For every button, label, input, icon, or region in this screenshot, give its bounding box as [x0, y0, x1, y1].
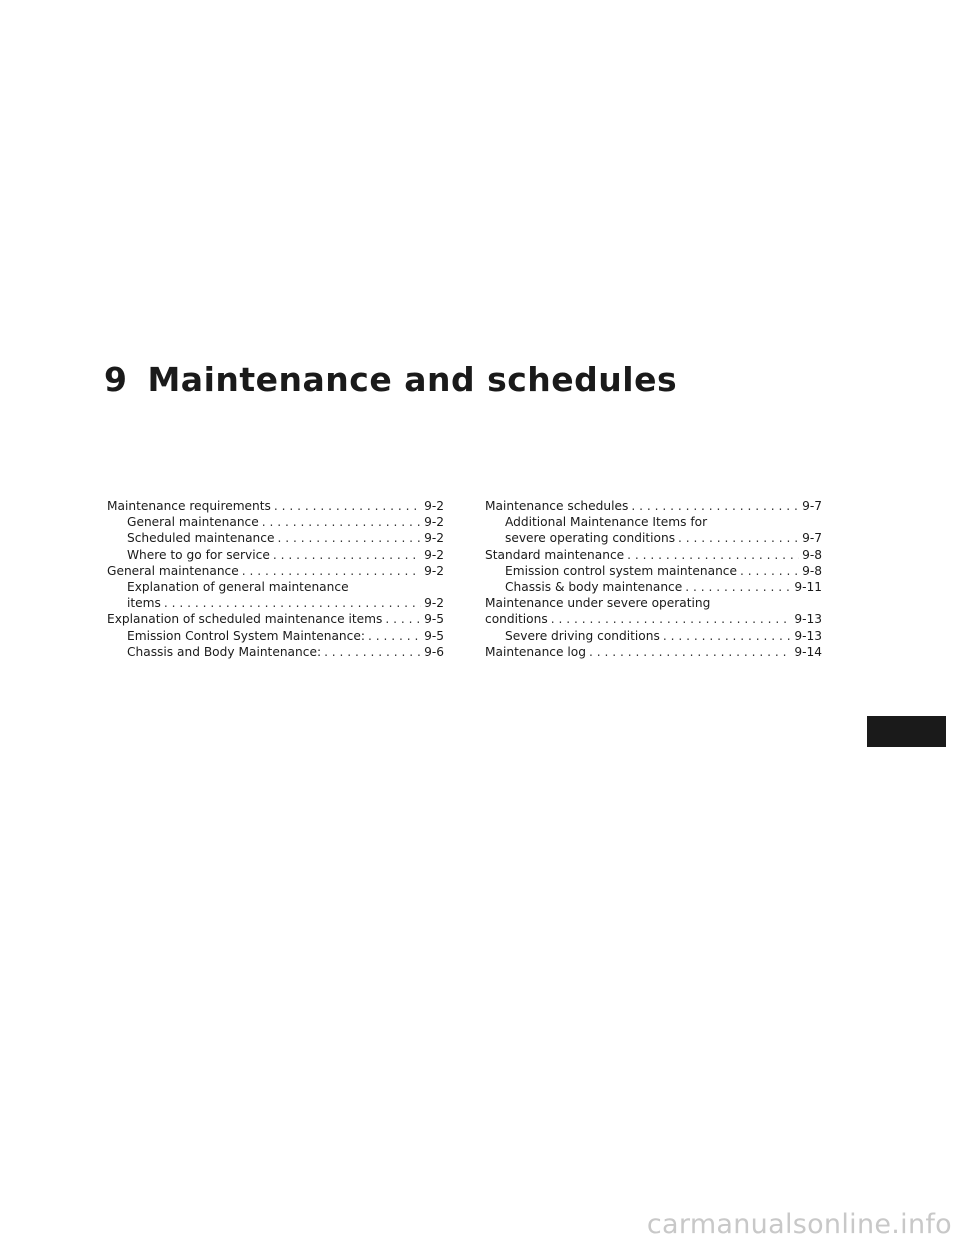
chapter-tab-marker — [867, 716, 946, 747]
toc-entry-page-number: 9-6 — [424, 644, 444, 659]
dot-leader — [385, 611, 421, 627]
dot-leader — [242, 563, 421, 579]
toc-entry-label: Emission control system maintenance — [505, 563, 737, 578]
toc-entry-label-line1: Maintenance under severe operating — [485, 596, 711, 611]
watermark-text: carmanualsonline.info — [646, 1209, 952, 1240]
toc-entry-label: Severe driving conditions — [505, 628, 660, 643]
toc-entry-page-number: 9-14 — [794, 644, 822, 659]
dot-leader — [678, 530, 799, 546]
toc-entry-page-number: 9-2 — [424, 563, 444, 578]
toc-entry[interactable] — [485, 498, 822, 514]
dot-leader — [262, 514, 421, 530]
toc-entry-page-number: 9-2 — [424, 515, 444, 530]
chapter-title-text: Maintenance and schedules — [147, 360, 678, 399]
dot-leader — [685, 579, 791, 595]
toc-entry[interactable] — [485, 579, 822, 595]
toc-entry-page-number: 9-7 — [802, 499, 822, 513]
toc-entry-page-number: 9-8 — [802, 563, 822, 578]
toc-entry-page-number: 9-11 — [794, 579, 822, 594]
toc-entry-label: Chassis and Body Maintenance: — [127, 644, 322, 659]
toc-entry-page-number: 9-2 — [424, 499, 444, 513]
toc-entry-label: Chassis & body maintenance — [505, 579, 683, 594]
chapter-number: 9 — [104, 360, 128, 399]
toc-entry-label: General maintenance — [107, 563, 239, 578]
toc-entry[interactable] — [107, 579, 444, 611]
toc-entry-page-number: 9-2 — [424, 547, 444, 562]
toc-entry-page-number: 9-13 — [794, 612, 822, 627]
toc-entry[interactable] — [107, 547, 444, 563]
dot-leader — [368, 628, 421, 644]
dot-leader — [324, 644, 421, 660]
dot-leader — [273, 547, 421, 563]
toc-entry[interactable] — [107, 498, 444, 514]
toc-entry[interactable] — [485, 514, 822, 546]
dot-leader — [274, 498, 421, 514]
dot-leader — [551, 611, 792, 627]
toc-entry-label: Maintenance requirements — [107, 499, 271, 513]
toc-entry-label: items — [127, 596, 161, 611]
toc-entry-label: Emission Control System Maintenance: — [127, 628, 365, 643]
toc-entry[interactable] — [485, 644, 822, 660]
toc-entry[interactable] — [107, 563, 444, 579]
toc-entry-page-number: 9-7 — [802, 531, 822, 546]
dot-leader — [740, 563, 799, 579]
toc-entry[interactable] — [485, 547, 822, 563]
toc-entry[interactable] — [485, 628, 822, 644]
toc-entry[interactable] — [107, 644, 444, 660]
toc-entry-page-number: 9-5 — [424, 628, 444, 643]
dot-leader — [277, 530, 421, 546]
toc-entry-label-line1: Explanation of general maintenance — [127, 579, 349, 594]
toc-entry-page-number: 9-5 — [424, 612, 444, 627]
toc-entry-label: Where to go for service — [127, 547, 270, 562]
toc-entry-label: General maintenance — [127, 515, 259, 530]
toc-entry-label: Maintenance log — [485, 644, 586, 659]
dot-leader — [164, 595, 421, 611]
toc-entry-page-number: 9-2 — [424, 596, 444, 611]
chapter-title — [104, 360, 677, 399]
toc-entry[interactable] — [485, 595, 822, 627]
toc-entry-label: Scheduled maintenance — [127, 531, 275, 546]
toc-entry-page-number: 9-13 — [794, 628, 822, 643]
toc-entry[interactable] — [107, 530, 444, 546]
toc-entry-label-line1: Additional Maintenance Items for — [505, 515, 708, 530]
toc-entry[interactable] — [485, 563, 822, 579]
toc-entry-label: Maintenance schedules — [485, 499, 629, 513]
toc-entry-label: conditions — [485, 612, 548, 627]
toc-column-right — [485, 498, 822, 660]
dot-leader — [663, 628, 792, 644]
toc-entry-label: Standard maintenance — [485, 547, 625, 562]
toc-entry-page-number: 9-8 — [802, 547, 822, 562]
toc-entry[interactable] — [107, 514, 444, 530]
toc-column-left — [107, 498, 444, 660]
toc-entry-label: severe operating conditions — [505, 531, 676, 546]
toc-entry-label: Explanation of scheduled maintenance items — [107, 612, 383, 627]
toc-entry[interactable] — [107, 611, 444, 627]
dot-leader — [589, 644, 791, 660]
toc-entry-page-number: 9-2 — [424, 531, 444, 546]
toc-entry[interactable] — [107, 628, 444, 644]
dot-leader — [631, 498, 799, 514]
dot-leader — [627, 547, 799, 563]
